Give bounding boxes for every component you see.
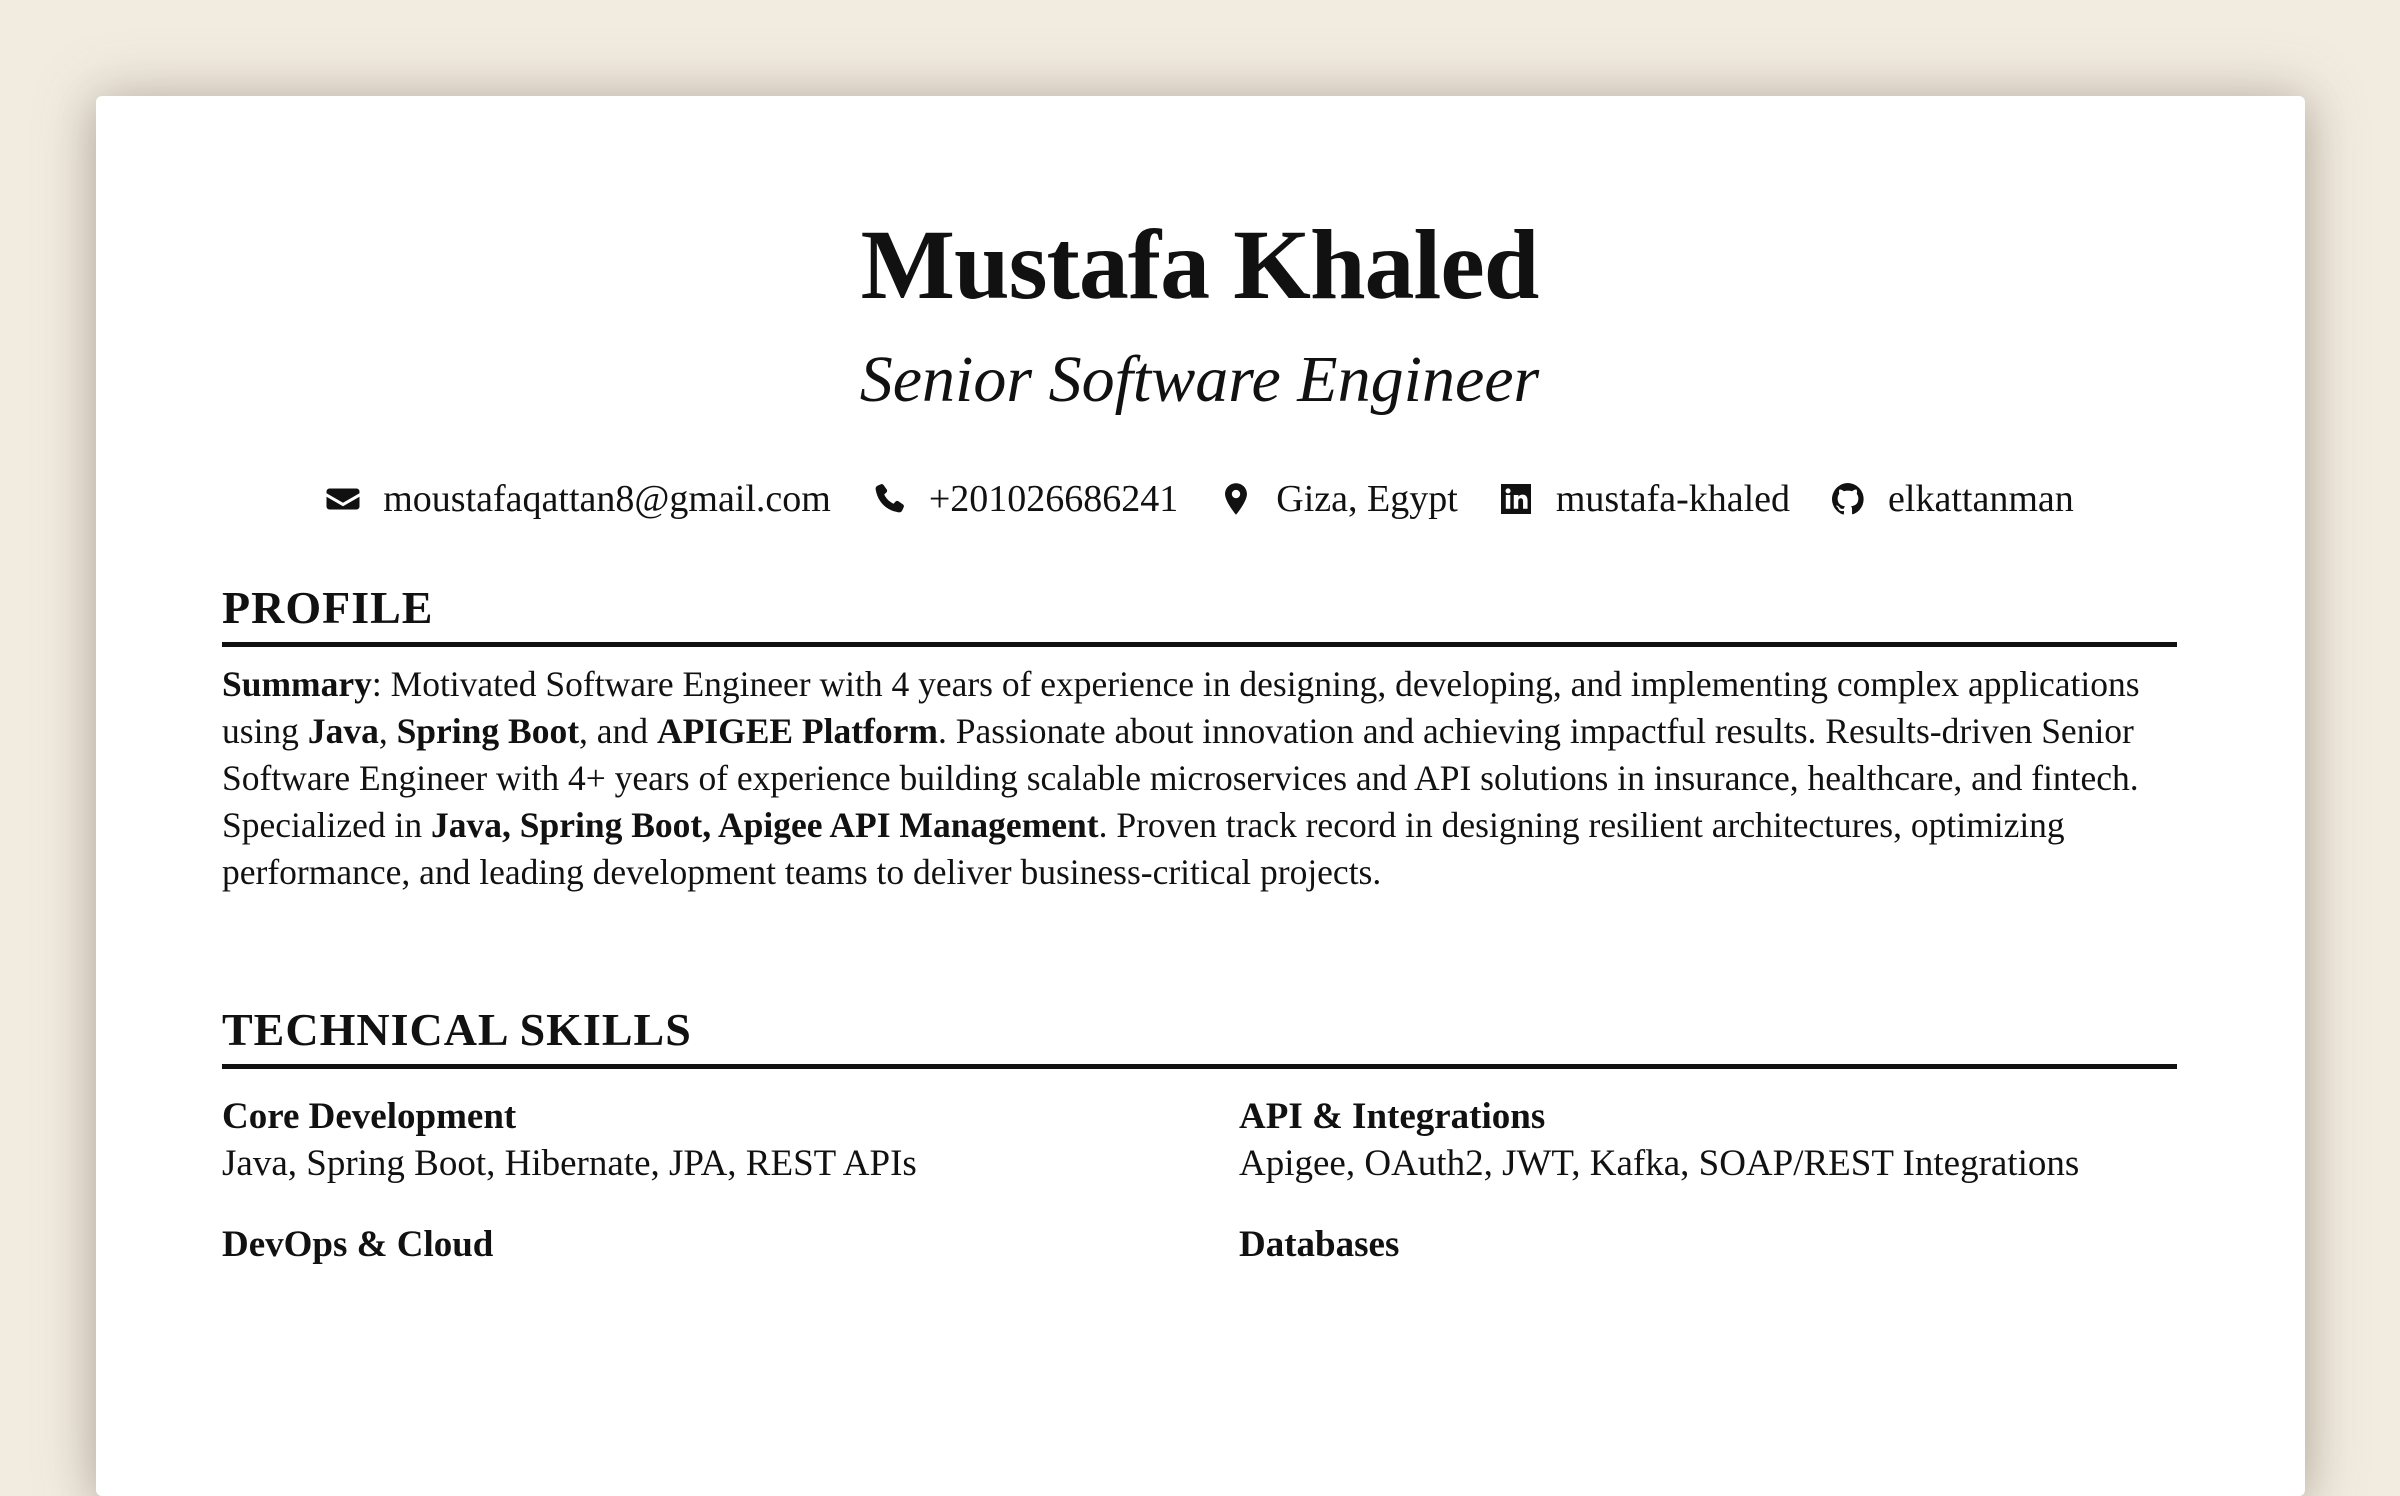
- skill-category-name: Databases: [1239, 1224, 1400, 1265]
- github-text: elkattanman: [1888, 478, 2074, 520]
- envelope-icon: [325, 481, 361, 517]
- technical-skills-section: [222, 1002, 2177, 1268]
- skills-grid: [222, 1093, 2177, 1268]
- contact-linkedin[interactable]: [1498, 477, 1790, 521]
- skills-heading: TECHNICAL SKILLS: [222, 1002, 2177, 1069]
- summary-text: , and: [579, 711, 657, 751]
- candidate-name: Mustafa Khaled: [860, 209, 1539, 320]
- summary-text: ,: [378, 711, 397, 751]
- skill-category-name: API & Integrations: [1239, 1096, 1546, 1137]
- email-text: moustafaqattan8@gmail.com: [383, 478, 831, 520]
- contact-github[interactable]: [1830, 477, 2074, 521]
- summary-text: . Passionate about innovation and achieving impactful results. Results-driven Senior Software Engineer with 4+ years of experience building scalable microservices and API solutions in insurance, healthcare, and fintech. Specialized in: [222, 711, 2139, 845]
- job-title: Senior Software Engineer: [859, 343, 1540, 416]
- profile-summary: [222, 661, 2177, 896]
- contact-phone[interactable]: [871, 477, 1178, 521]
- map-pin-icon: [1218, 481, 1254, 517]
- summary-keyword: Java, Spring Boot, Apigee API Management: [430, 805, 1099, 845]
- summary-text: . Proven track record in designing resilient architectures, optimizing performance, and leading development teams to deliver business-critical projects.: [222, 805, 2065, 892]
- summary-label: Summary: [222, 664, 372, 704]
- contact-location[interactable]: [1218, 477, 1458, 521]
- skill-category-core-development: [222, 1093, 1179, 1187]
- github-icon: [1830, 481, 1866, 517]
- skill-category-devops-cloud: [222, 1221, 1179, 1268]
- phone-icon: [871, 481, 907, 517]
- summary-keyword: Spring Boot: [396, 711, 580, 751]
- summary-keyword: Java: [307, 711, 379, 751]
- skill-category-databases: [1239, 1221, 2177, 1268]
- phone-text: +201026686241: [928, 478, 1179, 520]
- skill-category-value: Apigee, OAuth2, JWT, Kafka, SOAP/REST Integrations: [1239, 1143, 2080, 1184]
- contact-email[interactable]: [325, 477, 831, 521]
- linkedin-text: mustafa-khaled: [1555, 478, 1791, 520]
- linkedin-icon: [1498, 481, 1534, 517]
- profile-heading: PROFILE: [222, 580, 2177, 647]
- skill-category-value: Java, Spring Boot, Hibernate, JPA, REST APIs: [222, 1143, 917, 1184]
- skill-category-name: DevOps & Cloud: [222, 1224, 494, 1265]
- profile-section: [222, 580, 2177, 896]
- skill-category-name: Core Development: [222, 1096, 517, 1137]
- summary-keyword: APIGEE Platform: [656, 711, 938, 751]
- contact-bar: [222, 474, 2177, 524]
- location-text: Giza, Egypt: [1276, 478, 1458, 520]
- resume-page: [96, 96, 2305, 1496]
- summary-text: : Motivated Software Engineer with 4 years of experience in designing, developing, and implementing complex applications using: [222, 664, 2140, 751]
- skill-category-api-integrations: [1239, 1093, 2177, 1187]
